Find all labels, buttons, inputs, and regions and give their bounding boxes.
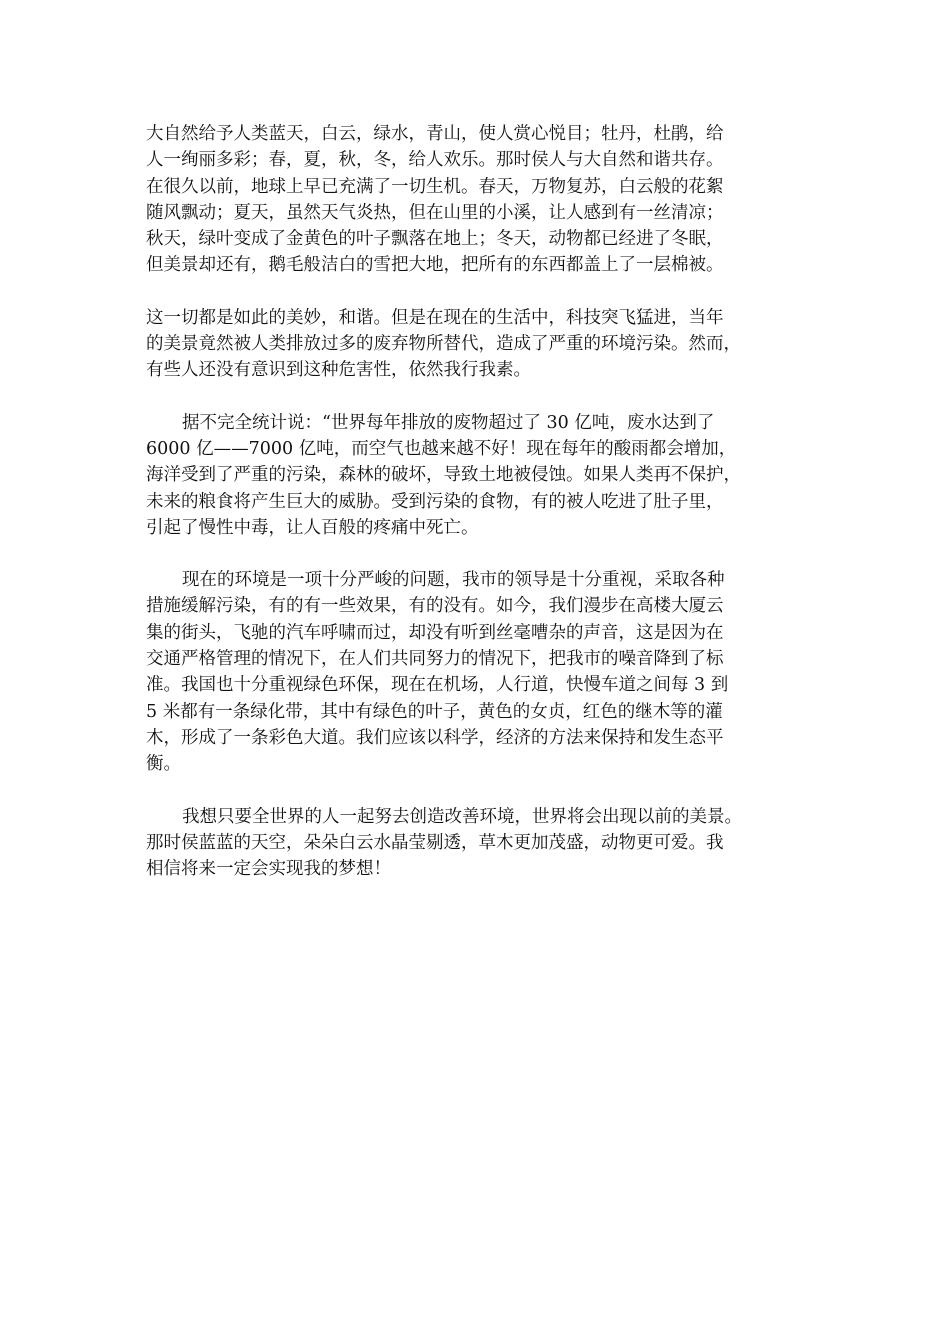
paragraph-3 — [146, 410, 806, 541]
text-line: 交通严格管理的情况下，在人们共同努力的情况下，把我市的噪音降到了标 — [146, 649, 724, 670]
text-line: 在很久以前，地球上早已充满了一切生机。春天，万物复苏，白云般的花絮 — [146, 176, 724, 197]
text-line: 相信将来一定会实现我的梦想！ — [146, 859, 391, 880]
text-line: 准。我国也十分重视绿色环保，现在在机场，人行道，快慢车道之间每 3 到 — [146, 675, 729, 696]
text-line: 秋天，绿叶变成了金黄色的叶子飘落在地上；冬天，动物都已经进了冬眠， — [146, 229, 724, 250]
paragraph-1 — [146, 121, 806, 279]
text-line: 但美景却还有，鹅毛般洁白的雪把大地，把所有的东西都盖上了一层棉被。 — [146, 255, 724, 276]
text-line: 那时侯蓝蓝的天空，朵朵白云水晶莹剔透，草木更加茂盛，动物更可爱。我 — [146, 832, 724, 853]
text-line: 现在的环境是一项十分严峻的问题，我市的领导是十分重视，采取各种 — [182, 570, 725, 591]
text-line: 集的街头，飞驰的汽车呼啸而过，却没有听到丝毫嘈杂的声音，这是因为在 — [146, 622, 724, 643]
text-line: 措施缓解污染，有的有一些效果，有的没有。如今，我们漫步在高楼大厦云 — [146, 596, 724, 617]
text-line: 衡。 — [146, 754, 181, 775]
text-line: 木，形成了一条彩色大道。我们应该以科学，经济的方法来保持和发生态平 — [146, 727, 724, 748]
paragraph-4 — [146, 567, 806, 777]
text-line: 未来的粮食将产生巨大的威胁。受到污染的食物，有的被人吃进了肚子里， — [146, 491, 724, 512]
text-line: 海洋受到了严重的污染，森林的破坏，导致土地被侵蚀。如果人类再不保护， — [146, 465, 741, 486]
text-line: 6000 亿——7000 亿吨，而空气也越来越不好！现在每年的酸雨都会增加， — [146, 438, 737, 459]
text-line: 大自然给予人类蓝天，白云，绿水，青山，使人赏心悦目；牡丹，杜鹃，给 — [146, 124, 724, 144]
paragraph-2 — [146, 305, 806, 384]
text-line: 引起了慢性中毒，让人百般的疼痛中死亡。 — [146, 517, 479, 538]
text-line: 随风飘动；夏天，虽然天气炎热，但在山里的小溪，让人感到有一丝清凉； — [146, 202, 724, 223]
text-line: 人一绚丽多彩；春，夏，秋，冬，给人欢乐。那时侯人与大自然和谐共存。 — [146, 150, 724, 171]
text-line: 这一切都是如此的美妙，和谐。但是在现在的生活中，科技突飞猛进，当年 — [146, 307, 724, 328]
paragraph-5 — [146, 804, 806, 883]
text-line: 有些人还没有意识到这种危害性，依然我行我素。 — [146, 360, 531, 381]
text-line: 5 米都有一条绿化带，其中有绿色的叶子，黄色的女贞，红色的继木等的灌 — [146, 701, 723, 722]
text-line: 的美景竟然被人类排放过多的废弃物所替代，造成了严重的环境污染。然而， — [146, 334, 741, 355]
text-line: 我想只要全世界的人一起努去创造改善环境，世界将会出现以前的美景。 — [182, 806, 742, 827]
document-body — [146, 121, 806, 908]
text-line: 据不完全统计说：“世界每年排放的废物超过了 30 亿吨，废水达到了 — [182, 412, 715, 433]
